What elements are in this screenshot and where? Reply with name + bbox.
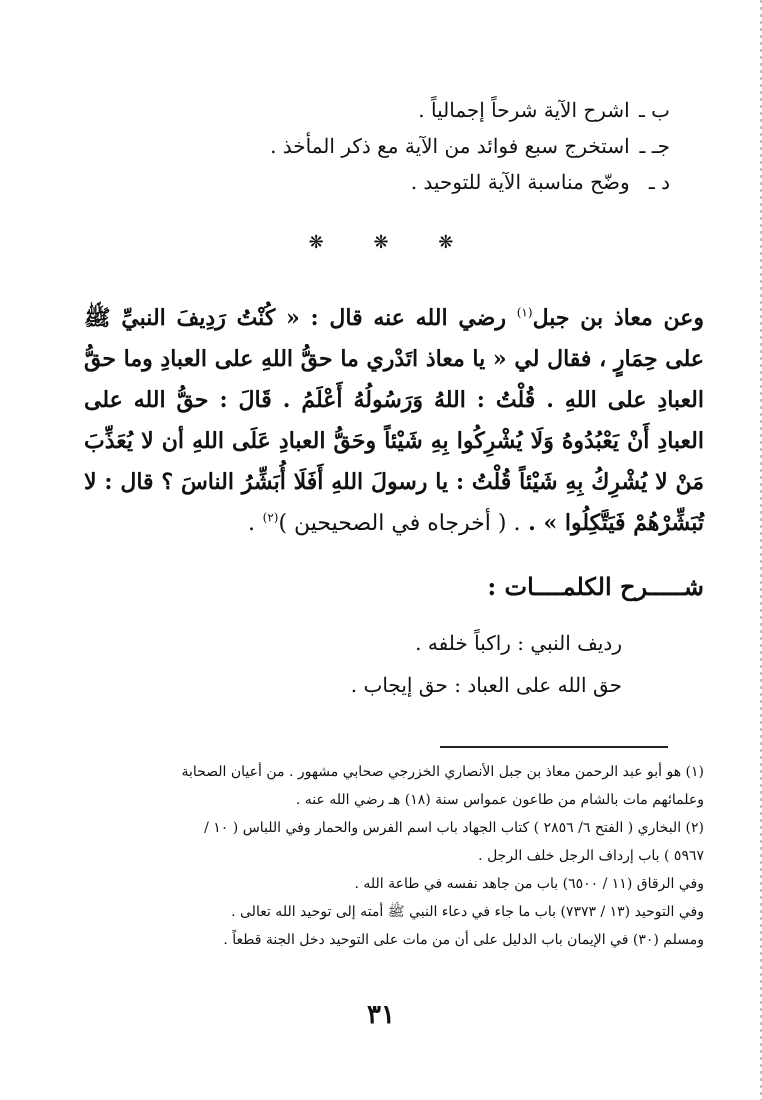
page-number: ٣١	[367, 1000, 395, 1030]
question-item	[250, 128, 670, 164]
footnote-line: ٥٩٦٧ ) باب إرداف الرجل خلف الرجل .	[478, 848, 704, 864]
question-marker: جـ ـ	[639, 134, 670, 158]
footnote-line: (١) هو أبو عبد الرحمن معاذ بن جبل الأنصاري الخزرجي صحابي مشهور . من أعيان الصحابة	[181, 764, 704, 780]
footnote-line: وفي الرقاق (١١ / ٦٥٠٠) باب من جاهد نفسه في طاعة الله .	[354, 876, 704, 892]
glossary-definition: راكباً خلفه .	[415, 631, 511, 655]
question-marker: ب ـ	[638, 98, 670, 122]
question-text: اشرح الآية شرحاً إجمالياً .	[418, 98, 630, 122]
glossary-item	[122, 664, 622, 706]
hadith-source: . ( أخرجاه في الصحيحين )	[278, 511, 521, 536]
question-text: وضّح مناسبة الآية للتوحيد .	[410, 170, 630, 194]
question-item	[250, 164, 670, 200]
section-heading: شـــــرح الكلمــــات :	[487, 572, 704, 601]
question-item	[250, 92, 670, 128]
glossary-term: رديف النبي	[530, 631, 622, 655]
footnote-ref: (١)	[516, 305, 533, 320]
glossary-term: حق الله على العباد	[467, 673, 622, 697]
section-separator: ❋ ❋ ❋	[308, 232, 476, 253]
footnote-line: وفي التوحيد (١٣ / ٧٣٧٣) باب ما جاء في دعاء النبي ﷺ أمته إلى توحيد الله تعالى .	[231, 904, 704, 920]
question-marker: د ـ	[648, 170, 670, 194]
footnotes	[64, 758, 704, 954]
glossary-list	[122, 622, 622, 706]
footnote-line: (٢) البخاري ( الفتح ٦/ ٢٨٥٦ ) كتاب الجهاد باب اسم الفرس والحمار وفي اللباس ( ١٠ /	[204, 820, 704, 836]
glossary-item	[122, 622, 622, 664]
footnote-ref: (٢)	[262, 510, 279, 525]
hadith-body: رضي الله عنه قال : « كُنْتُ رَدِيفَ النبيِّ ﷺ على حِمَارٍ ، فقال لي « يا معاذ اتَدْري ما حقُّ اللهِ على العبادِ وما حقُّ العبادِ على اللهِ . قُلْتُ : اللهُ وَرَسُولُهُ أَعْلَمُ . قَالَ : حقُّ الله على العبادِ أَنْ يَعْبُدُوهُ وَلَا يُشْرِكُوا بِهِ شَيْئاً وحَقُّ العبادِ عَلَى اللهِ أن لا يُعَذِّبَ مَنْ لا يُشْرِكُ بِهِ شَيْئاً قُلْتُ : يا رسولَ اللهِ أَفَلَا أُبَشِّرُ الناسَ ؟ قال : لا تُبَشِّرْهُمْ فَيَتَّكِلُوا » .	[84, 305, 704, 536]
glossary-definition: حق إيجاب .	[350, 673, 448, 697]
narrator: وعن معاذ بن جبل	[532, 305, 704, 331]
hadith-end: .	[247, 511, 255, 536]
glossary-colon: :	[447, 673, 461, 697]
footnote-line: وعلمائهم مات بالشام من طاعون عمواس سنة (١٨) هـ رضي الله عنه .	[295, 792, 704, 808]
glossary-colon: :	[510, 631, 525, 655]
exercise-questions	[250, 92, 670, 200]
footnote-line: ومسلم (٣٠) في الإيمان باب الدليل على أن من مات على التوحيد دخل الجنة قطعاً .	[223, 932, 704, 948]
question-text: استخرج سبع فوائد من الآية مع ذكر المأخذ .	[270, 134, 630, 158]
footnote-divider	[440, 746, 668, 748]
hadith-text	[84, 298, 704, 544]
